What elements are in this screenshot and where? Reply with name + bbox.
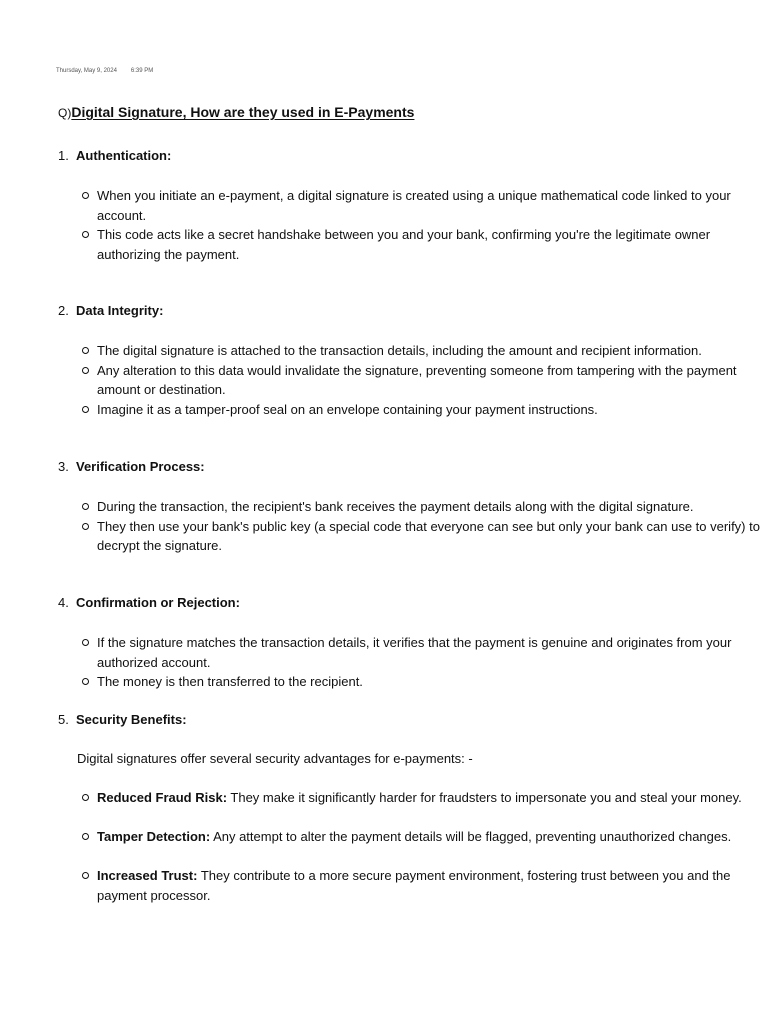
section-title: Verification Process: bbox=[76, 459, 205, 474]
hollow-bullet-icon bbox=[82, 231, 89, 238]
note-timestamp bbox=[56, 68, 153, 74]
list-item bbox=[82, 361, 762, 400]
list-item-text: When you initiate an e-payment, a digital signature is created using a unique mathematical code linked to your account. bbox=[97, 188, 731, 223]
list-item bbox=[82, 400, 762, 420]
list-item bbox=[82, 225, 762, 264]
list-item-text: The money is then transferred to the recipient. bbox=[97, 674, 363, 689]
benefit-label: Increased Trust: bbox=[97, 868, 198, 883]
section-title: Security Benefits: bbox=[76, 712, 187, 727]
hollow-bullet-icon bbox=[82, 347, 89, 354]
hollow-bullet-icon bbox=[82, 794, 89, 801]
section-heading-verification-process bbox=[58, 459, 205, 474]
benefit-label: Tamper Detection: bbox=[97, 829, 211, 844]
hollow-bullet-icon bbox=[82, 503, 89, 510]
page-title bbox=[58, 104, 414, 120]
list-item bbox=[82, 866, 762, 905]
bullet-list-verification-process bbox=[82, 497, 762, 556]
hollow-bullet-icon bbox=[82, 523, 89, 530]
bullet-list-security-benefits bbox=[82, 788, 762, 925]
list-item-text: This code acts like a secret handshake between you and your bank, confirming you're the legitimate owner authorizing the payment. bbox=[97, 227, 711, 262]
section-title: Confirmation or Rejection: bbox=[76, 595, 240, 610]
benefit-text: They make it significantly harder for fraudsters to impersonate you and steal your money. bbox=[227, 790, 742, 805]
benefit-label: Reduced Fraud Risk: bbox=[97, 790, 228, 805]
list-item bbox=[82, 517, 762, 556]
bullet-list-data-integrity bbox=[82, 341, 762, 419]
section-heading-confirmation-or-rejection bbox=[58, 595, 240, 610]
hollow-bullet-icon bbox=[82, 192, 89, 199]
list-item-text: Imagine it as a tamper-proof seal on an envelope containing your payment instructions. bbox=[97, 401, 598, 417]
hollow-bullet-icon bbox=[82, 367, 89, 374]
note-time: 6:39 PM bbox=[130, 68, 154, 74]
list-item bbox=[82, 633, 762, 672]
hollow-bullet-icon bbox=[82, 639, 89, 646]
list-item-text: They then use your bank's public key (a special code that everyone can see but only your bank can use to verify) to decrypt the signature. bbox=[97, 518, 760, 553]
hollow-bullet-icon bbox=[82, 678, 89, 685]
section-title: Authentication: bbox=[76, 148, 172, 163]
list-item bbox=[82, 497, 762, 517]
section-title: Data Integrity: bbox=[76, 303, 164, 318]
section-number: 4. bbox=[58, 595, 69, 610]
section-number: 1. bbox=[58, 148, 69, 163]
benefit-text: They contribute to a more secure payment environment, fostering trust between you and the payment processor. bbox=[97, 868, 731, 903]
note-date: Thursday, May 9, 2024 bbox=[56, 68, 117, 74]
section-number: 5. bbox=[58, 712, 69, 727]
hollow-bullet-icon bbox=[82, 872, 89, 879]
benefit-text: Any attempt to alter the payment details will be flagged, preventing unauthorized changes. bbox=[210, 829, 732, 844]
title-text: Digital Signature, How are they used in E-Payments bbox=[71, 104, 415, 120]
list-item bbox=[82, 186, 762, 225]
list-item bbox=[82, 672, 762, 692]
section-number: 3. bbox=[58, 459, 69, 474]
list-item-text: The digital signature is attached to the transaction details, including the amount and recipient information. bbox=[97, 343, 702, 358]
list-item bbox=[82, 788, 762, 808]
hollow-bullet-icon bbox=[82, 406, 89, 413]
list-item bbox=[82, 827, 762, 847]
list-item-text: If the signature matches the transaction details, it verifies that the payment is genuine and originates from your authorized account. bbox=[97, 635, 732, 670]
bullet-list-confirmation-or-rejection bbox=[82, 633, 762, 692]
section-number: 2. bbox=[58, 303, 69, 318]
security-benefits-intro: Digital signatures offer several security advantages for e-payments: - bbox=[77, 751, 473, 766]
hollow-bullet-icon bbox=[82, 833, 89, 840]
title-prefix: Q) bbox=[58, 106, 72, 120]
list-item bbox=[82, 341, 762, 361]
bullet-list-authentication bbox=[82, 186, 762, 264]
list-item-text: During the transaction, the recipient's bank receives the payment details along with the digital signature. bbox=[97, 499, 694, 514]
list-item-text: Any alteration to this data would invalidate the signature, preventing someone from tampering with the payment amount or destination. bbox=[97, 362, 737, 397]
section-heading-security-benefits bbox=[58, 712, 187, 727]
section-heading-authentication bbox=[58, 148, 171, 163]
section-heading-data-integrity bbox=[58, 303, 163, 318]
